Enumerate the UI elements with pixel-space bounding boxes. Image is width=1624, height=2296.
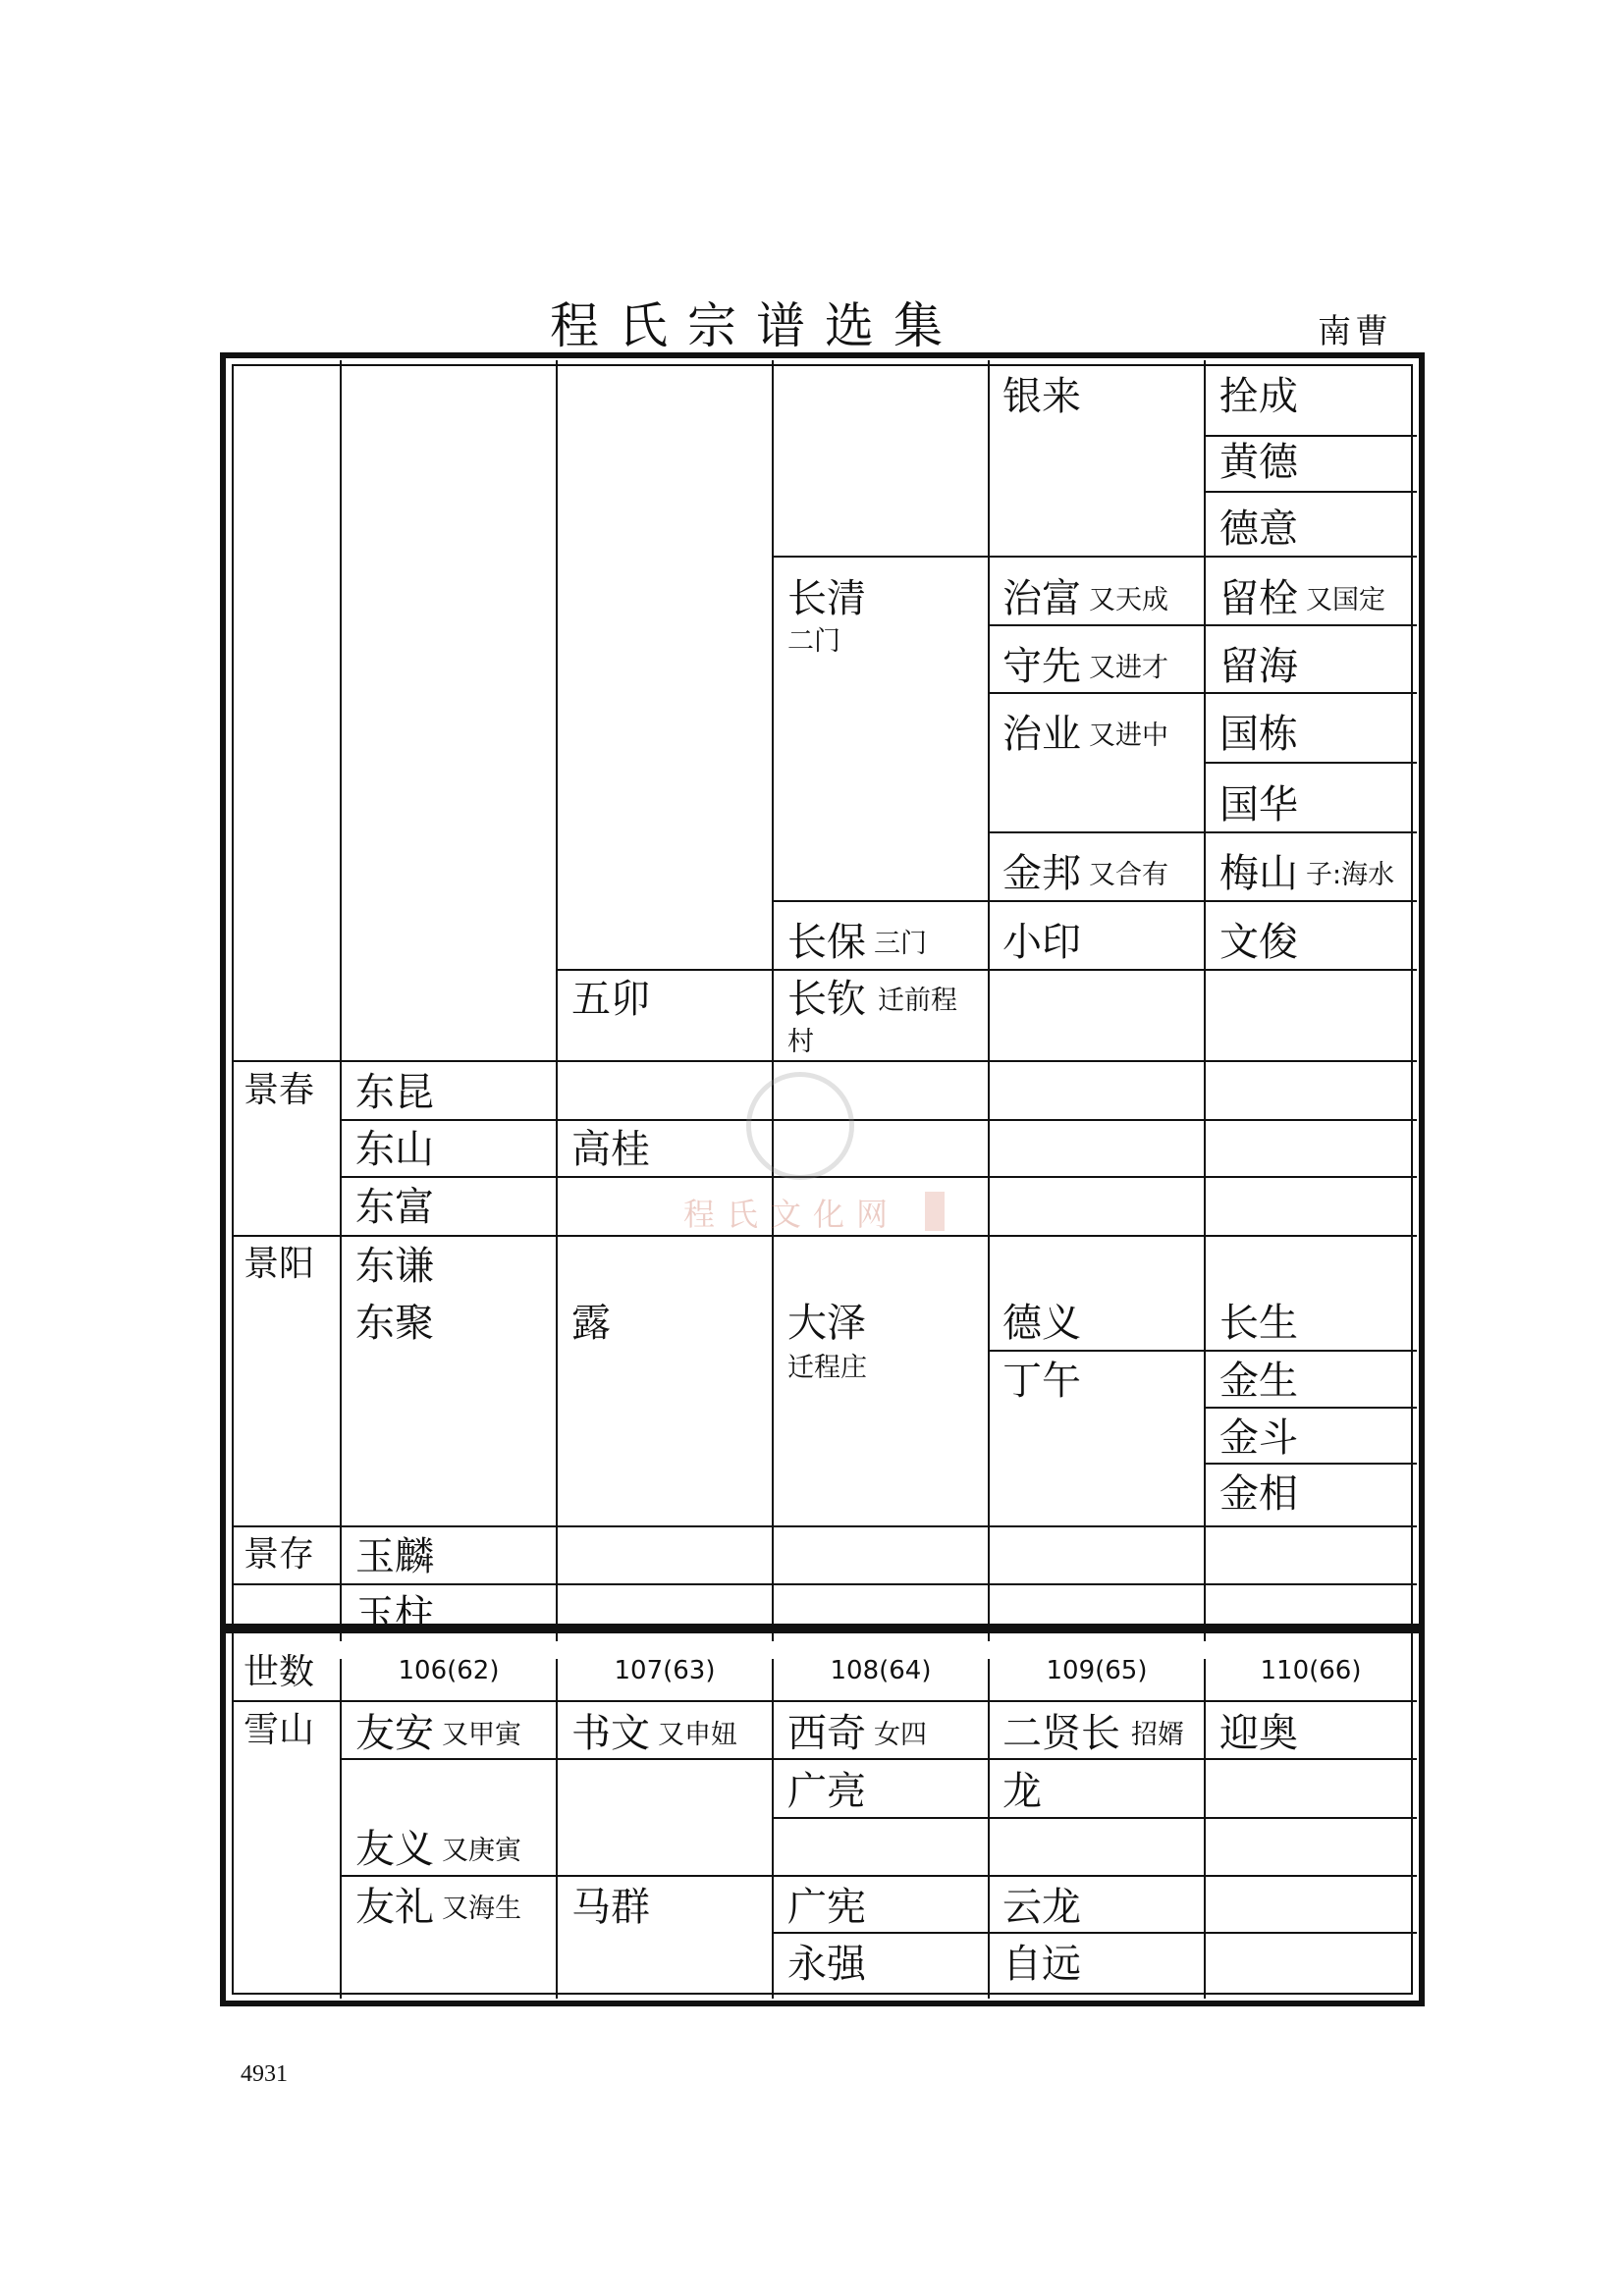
member-name: 云龙 xyxy=(1002,1885,1081,1930)
grid-line xyxy=(234,1525,1417,1527)
grid-line xyxy=(989,692,1417,694)
grid-line xyxy=(1204,360,1206,1641)
grid-line xyxy=(340,1659,342,1999)
name-note: 又甲寅 xyxy=(442,1720,521,1750)
generation-number: 106(62) xyxy=(398,1656,500,1685)
name-note: 又庚寅 xyxy=(442,1836,521,1866)
grid-line xyxy=(1205,491,1417,493)
name-note: 又进才 xyxy=(1089,653,1168,683)
grid-line xyxy=(340,360,342,1641)
member-name: 丁午 xyxy=(1002,1359,1081,1404)
watermark-seal-icon xyxy=(746,1072,854,1180)
grid-line xyxy=(234,1060,1417,1062)
grid-line xyxy=(341,1119,1417,1121)
member-name: 银来 xyxy=(1002,374,1081,419)
name-note: 女四 xyxy=(874,1720,927,1750)
grid-line xyxy=(988,1659,990,1999)
grid-line xyxy=(773,1932,1417,1934)
grid-line xyxy=(556,1659,558,1999)
member-name: 国栋 xyxy=(1219,712,1298,757)
branch-label: 雪山 xyxy=(244,1710,315,1750)
name-note: 二门 xyxy=(787,626,840,657)
grid-line xyxy=(341,1758,1417,1760)
branch-label: 景阳 xyxy=(244,1244,315,1284)
name-note: 子:海水 xyxy=(1306,860,1395,890)
member-name: 金相 xyxy=(1219,1471,1298,1517)
grid-line xyxy=(341,1176,1417,1178)
member-name: 高桂 xyxy=(571,1127,650,1172)
name-note: 又国定 xyxy=(1306,585,1385,615)
place-name: 南曹 xyxy=(1318,312,1392,351)
grid-line xyxy=(557,969,1417,971)
generation-number: 108(64) xyxy=(830,1656,932,1685)
name-note: 又天成 xyxy=(1089,585,1168,615)
generation-header: 世数 xyxy=(244,1652,315,1692)
member-name: 金邦 xyxy=(1002,851,1081,896)
member-name: 马群 xyxy=(571,1885,650,1930)
name-note: 又合有 xyxy=(1089,860,1168,890)
grid-line xyxy=(234,1235,1417,1237)
grid-line xyxy=(234,1700,1417,1702)
name-note: 迁程庄 xyxy=(787,1353,867,1383)
grid-line xyxy=(1205,762,1417,764)
member-name: 长生 xyxy=(1219,1301,1298,1346)
member-name: 治富 xyxy=(1002,576,1081,621)
generation-number: 109(65) xyxy=(1046,1656,1148,1685)
member-name: 露 xyxy=(571,1301,611,1346)
grid-line xyxy=(1205,1463,1417,1465)
grid-line xyxy=(989,831,1417,833)
member-name: 长保 xyxy=(787,920,866,965)
name-note: 招婿 xyxy=(1131,1720,1184,1750)
grid-line xyxy=(1204,1659,1206,1999)
member-name: 玉麟 xyxy=(355,1534,434,1579)
member-name: 金生 xyxy=(1219,1359,1298,1404)
grid-line xyxy=(1205,435,1417,437)
member-name: 长钦 xyxy=(787,977,866,1022)
name-note: 迁前程 xyxy=(878,986,957,1016)
member-name: 迎奥 xyxy=(1219,1711,1298,1756)
member-name: 广亮 xyxy=(787,1769,866,1814)
member-name: 自远 xyxy=(1002,1942,1081,1987)
member-name: 黄德 xyxy=(1219,440,1298,485)
name-note: 又海生 xyxy=(442,1894,521,1924)
member-name: 留海 xyxy=(1219,644,1298,689)
member-name: 德义 xyxy=(1002,1301,1081,1346)
branch-label: 景春 xyxy=(244,1070,315,1110)
grid-line xyxy=(773,900,1417,902)
member-name: 西奇 xyxy=(787,1711,866,1756)
watermark-text: 程氏文化网 xyxy=(683,1196,900,1233)
member-name: 治业 xyxy=(1002,712,1081,757)
grid-line xyxy=(341,1875,1417,1877)
member-name: 友礼 xyxy=(355,1885,434,1930)
member-name: 守先 xyxy=(1002,644,1081,689)
page-title: 程氏宗谱选集 xyxy=(550,297,962,354)
member-name: 玉柱 xyxy=(355,1592,434,1637)
member-name: 大泽 xyxy=(787,1301,866,1346)
grid-line xyxy=(556,360,558,1641)
member-name: 永强 xyxy=(787,1942,866,1987)
grid-line xyxy=(989,1350,1417,1352)
name-note: 三门 xyxy=(874,929,927,959)
generation-number: 107(63) xyxy=(614,1656,716,1685)
member-name: 五卯 xyxy=(571,977,650,1022)
member-name: 金斗 xyxy=(1219,1415,1298,1461)
page-number: 4931 xyxy=(241,2061,288,2087)
member-name: 东昆 xyxy=(355,1070,434,1115)
grid-line xyxy=(988,360,990,1641)
member-name: 东谦 xyxy=(355,1244,434,1289)
member-name: 小印 xyxy=(1002,920,1081,965)
name-note: 村 xyxy=(787,1027,814,1057)
member-name: 东富 xyxy=(355,1185,434,1230)
generation-number: 110(66) xyxy=(1260,1656,1362,1685)
member-name: 二贤长 xyxy=(1002,1711,1120,1756)
member-name: 广宪 xyxy=(787,1885,866,1930)
member-name: 龙 xyxy=(1002,1769,1042,1814)
member-name: 国华 xyxy=(1219,782,1298,828)
member-name: 友安 xyxy=(355,1711,434,1756)
member-name: 友义 xyxy=(355,1827,434,1872)
member-name: 拴成 xyxy=(1219,374,1298,419)
branch-label: 景存 xyxy=(244,1534,315,1575)
grid-line xyxy=(234,1583,1417,1585)
member-name: 留栓 xyxy=(1219,576,1298,621)
member-name: 书文 xyxy=(571,1711,650,1756)
grid-line xyxy=(772,360,774,1641)
grid-line xyxy=(772,1659,774,1999)
grid-line xyxy=(773,1817,1417,1819)
member-name: 梅山 xyxy=(1219,851,1298,896)
member-name: 东山 xyxy=(355,1127,434,1172)
grid-line xyxy=(1205,1407,1417,1409)
member-name: 文俊 xyxy=(1219,920,1298,965)
name-note: 又进中 xyxy=(1089,721,1168,751)
member-name: 长清 xyxy=(787,576,866,621)
member-name: 德意 xyxy=(1219,507,1298,552)
grid-line xyxy=(773,556,1417,558)
member-name: 东聚 xyxy=(355,1301,434,1346)
watermark-stamp-icon xyxy=(925,1192,945,1231)
grid-line xyxy=(989,624,1417,626)
name-note: 又申妞 xyxy=(658,1720,737,1750)
